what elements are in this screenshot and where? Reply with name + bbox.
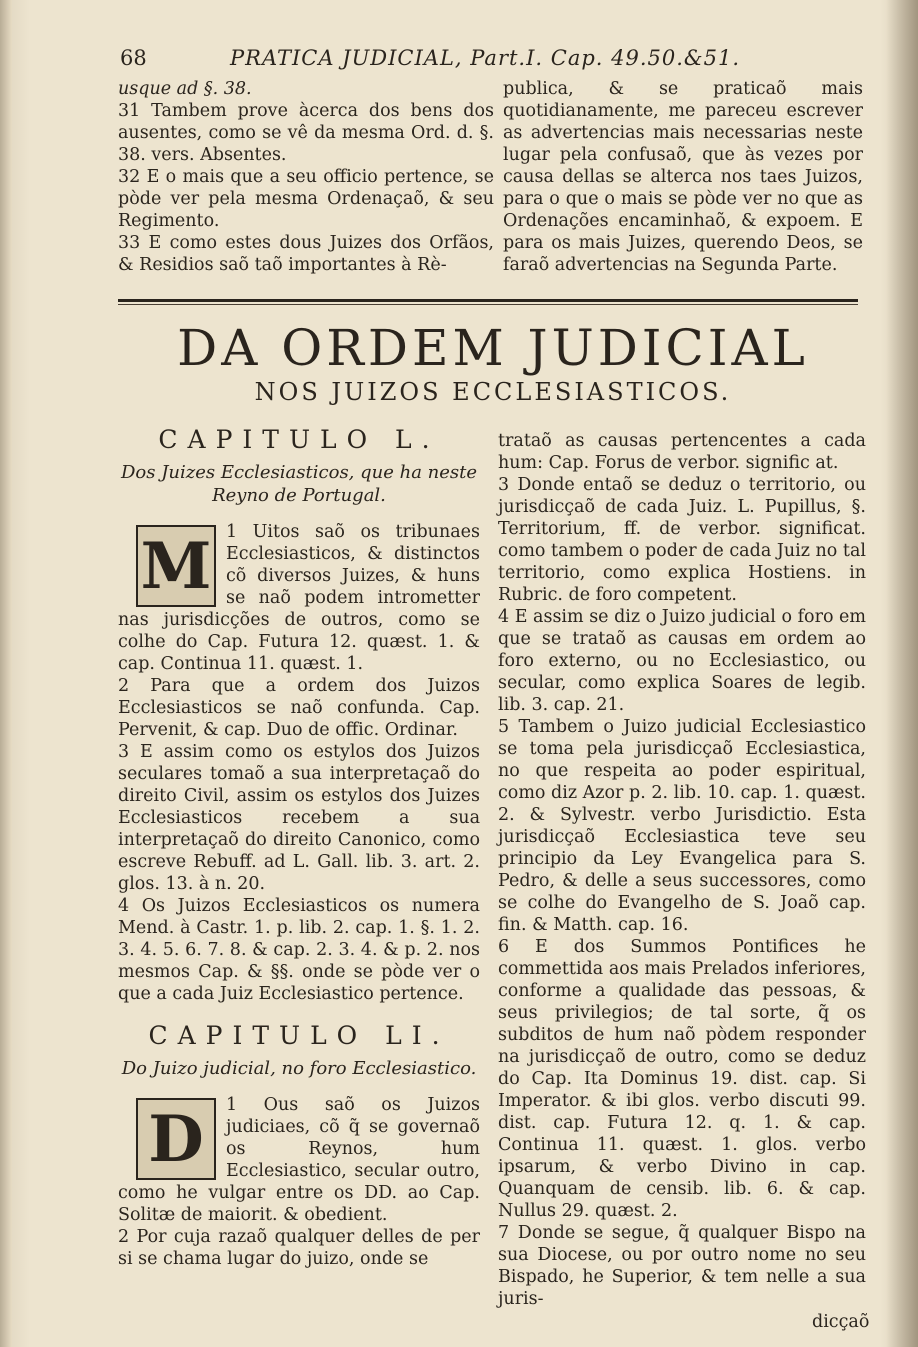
top-left-column	[118, 78, 494, 276]
top-right-column	[503, 78, 863, 276]
paragraph: 3 Donde entaõ se deduz o territorio, ou jurisdicçaõ de cada Juiz. L. Pupillus, §. Territorium, ff. de verbor. significat. como tambem o poder de cada Juiz no tal territorio, como explica Hostiens. in Rubric. de foro competent.	[498, 475, 866, 605]
page-edge-right	[886, 0, 918, 1347]
paragraph: usque ad §. 38.	[118, 79, 252, 99]
paragraph: 2 Por cuja razaõ qualquer delles de per si se chama lugar do juizo, onde se	[118, 1227, 480, 1269]
chapter-description: Dos Juizes Ecclesiasticos, que ha neste Reyno de Portugal.	[120, 462, 478, 506]
bottom-right-column	[498, 430, 866, 1310]
paragraph: publica, & se praticaõ mais quotidianamente, me pareceu escrever as advertencias mais necessarias neste lugar pela confusaõ, que às vezes por causa dellas se alterca nos taes Juizos, para o que o mais se pòde ver no que as Ordenações encaminhaõ, & expoem. E para os mais Juizes, querendo Deos, se faraõ advertencias na Segunda Parte.	[503, 79, 863, 275]
page-edge-left	[0, 0, 12, 1347]
page-number: 68	[120, 46, 147, 70]
section-title: DA ORDEM JUDICIAL	[177, 319, 809, 377]
section-rule	[118, 299, 858, 302]
paragraph: 33 E como estes dous Juizes dos Orfãos, & Residios saõ taõ importantes à Rè-	[118, 233, 494, 275]
ornamental-initial-letter: D	[148, 1102, 204, 1177]
paragraph: 7 Donde se segue, q̃ qualquer Bispo na sua Diocese, ou por outro nome no seu Bispado, he Superior, & tem nelle a sua juris-	[498, 1223, 866, 1309]
paragraph: 6 E dos Summos Pontifices he commettida aos mais Prelados inferiores, conforme a qualidade das pessoas, & seus privilegios; de tal sorte, q̃ os subditos de hum naõ pòdem responder na jurisdicçaõ de outro, como se deduz do Cap. Ita Dominus 19. dist. cap. Si Imperator. & ibi glos. verbo discuti 99. dist. cap. Futura 12. q. 1. & cap. Continua 11. quæst. 1. glos. verbo ipsarum, & verbo Divino in cap. Quanquam de censib. lib. 6. & cap. Nullus 29. quæst. 2.	[498, 937, 866, 1221]
running-title: PRATICA JUDICIAL, Part.I. Cap. 49.50.&51.	[230, 46, 741, 70]
chapter-heading: CAPITULO LI.	[148, 1021, 450, 1050]
catchword: dicçaõ	[812, 1312, 870, 1332]
bottom-left-column	[118, 425, 480, 1270]
paragraph: 5 Tambem o Juizo judicial Ecclesiastico se toma pela jurisdicçaõ Ecclesiastica, no que respeita ao poder espiritual, como diz Azor p. 2. lib. 10. cap. 1. quæst. 2. & Sylvestr. verbo Jurisdictio. Esta jurisdicçaõ Ecclesiastica teve seu principio da Ley Evangelica para S. Pedro, & delle a seus successores, como se colhe do Evangelho de S. Joaõ cap. fin. & Matth. cap. 16.	[498, 717, 866, 935]
paragraph: 2 Para que a ordem dos Juizos Ecclesiasticos se naõ confunda. Cap. Pervenit, & cap. Duo de offic. Ordinar.	[118, 676, 480, 740]
chapter-description: Do Juizo judicial, no foro Ecclesiastico.	[121, 1058, 477, 1079]
paragraph: 1 Uitos saõ os tribunaes Ecclesiasticos, & distinctos cõ diversos Juizes, & huns se naõ podem intrometter nas jurisdicções de outros, como se colhe do Cap. Futura 12. quæst. 1. & cap. Continua 11. quæst. 1.	[118, 522, 480, 674]
paragraph-with-drop-cap	[118, 1094, 480, 1226]
paragraph: 1 Ous saõ os Juizos judiciaes, cõ q̃ se governaõ os Reynos, hum Ecclesiastico, secular outro, como he vulgar entre os DD. ao Cap. Solitæ de maiorit. & obedient.	[118, 1095, 480, 1225]
paragraph: 31 Tambem prove àcerca dos bens dos ausentes, como se vê da mesma Ord. d. §. 38. vers. Absentes.	[118, 101, 494, 165]
running-head	[120, 46, 880, 76]
ornamental-initial-letter: M	[140, 529, 212, 604]
paragraph: 32 E o mais que a seu officio pertence, se pòde ver pela mesma Ordenaçaõ, & seu Regimento.	[118, 167, 494, 231]
section-subtitle: NOS JUIZOS ECCLESIASTICOS.	[254, 378, 732, 406]
paragraph: 4 E assim se diz o Juizo judicial o foro em que se trataõ as causas em ordem ao foro externo, ou no Ecclesiastico, ou secular, como explica Soares de legib. lib. 3. cap. 21.	[498, 607, 866, 715]
paragraph-with-drop-cap	[118, 521, 480, 675]
paragraph: 4 Os Juizos Ecclesiasticos os numera Mend. à Castr. 1. p. lib. 2. cap. 1. §. 1. 2. 3. 4. 5. 6. 7. 8. & cap. 2. 3. 4. & p. 2. nos mesmos Cap. & §§. onde se pòde ver o que a cada Juiz Ecclesiastico pertence.	[118, 896, 480, 1004]
paragraph: 3 E assim como os estylos dos Juizos seculares tomaõ a sua interpretaçaõ do direito Civil, assim os estylos dos Juizes Ecclesiasticos recebem a sua interpretaçaõ do direito Canonico, como escreve Rebuff. ad L. Gall. lib. 3. art. 2. glos. 13. à n. 20.	[118, 742, 480, 894]
ornamental-initial	[136, 525, 216, 607]
chapter-heading: CAPITULO L.	[158, 425, 440, 454]
section-rule-thin	[118, 304, 858, 305]
ornamental-initial	[136, 1098, 216, 1180]
paragraph: trataõ as causas pertencentes a cada hum: Cap. Forus de verbor. signific at.	[498, 431, 866, 473]
